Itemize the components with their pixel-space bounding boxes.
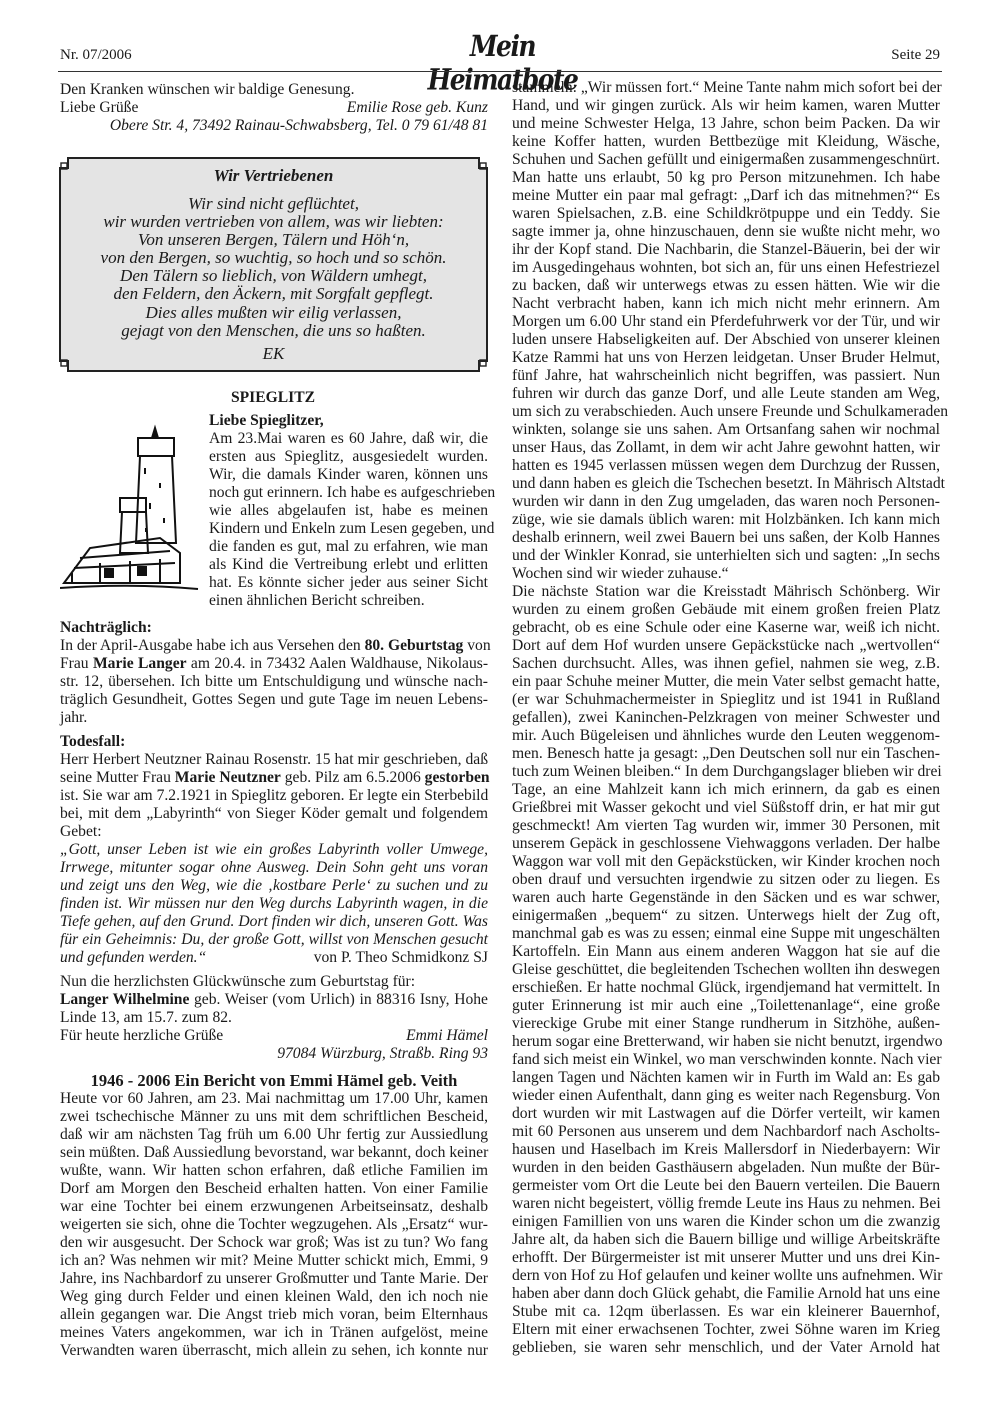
text-line: Weg ging durch Felder und einen kleinen Wald, den ich noch nie xyxy=(60,1288,488,1305)
text-line: zu backen, daß wir unterwegs etwas zu essen hätten. Wie wir die xyxy=(512,277,940,294)
text-line: im Ausgedingehaus wohnten, bot sich an, für uns einen Hefestriezel xyxy=(512,259,940,276)
text-line: ein paar Schuhe meiner Mutter, die mein Vater selbst gemacht hatte, xyxy=(512,673,940,690)
text-line: zwei tschechische Männer zu uns mit dem schriftlichen Bescheid, xyxy=(60,1108,488,1125)
text-line: Katze Rammi hat uns von Herzen leidgetan. Unser Bruder Helmut, xyxy=(512,349,940,366)
poem-line: wir wurden vertrieben von allem, was wir liebten: xyxy=(103,212,444,232)
text-line xyxy=(60,991,488,1009)
text-line: wie alles abgelaufen ist, habe es meinen xyxy=(209,502,488,519)
text-line: fuhren wir durch das ganze Dorf, und alle Leute standen am Weg, xyxy=(512,385,940,402)
intro-greeting: Liebe Grüße xyxy=(60,99,139,116)
spieglitz-section xyxy=(209,412,496,610)
text-segment: Frau xyxy=(60,655,93,672)
page-number: Seite 29 xyxy=(891,47,940,63)
text-line: wurden wir dann in den Zug umgeladen, das waren noch Personen- xyxy=(512,493,940,510)
text-line: geschmeckt! Am vierten Tag wurden wir, immer 30 Personen, mit xyxy=(512,817,940,834)
text-line: wurden in den beiden Gasthäusern abgeladen. Nun mußte der Bür- xyxy=(512,1159,940,1176)
bold-text: Langer Wilhelmine xyxy=(60,991,190,1008)
text-line: mir. Auch Bügeleisen und ähnliches wurde den Leuten weggenom- xyxy=(512,727,940,744)
text-line: haben aber dann doch Glück gehabt, die Familie Arnold hat uns eine xyxy=(512,1285,940,1302)
text-line: tuch zum Weinen bleiben.“ In dem Durchgangslager blieben wir drei xyxy=(512,763,942,780)
text-line: meine Mutter ein paar mal gefragt: „Darf ich das mitnehmen?“ Es xyxy=(512,187,940,204)
text-line: träglich Gesundheit, Gottes Segen und gute Tage im neuen Lebens- xyxy=(60,691,488,708)
text-line: sein müßten. Daß Aussiedlung bevorstand, war bekannt, doch keiner xyxy=(60,1144,489,1161)
text-line: deshalb erinnern, weil zwei Bauern bei uns saßen, der Kolb Hannes xyxy=(512,529,940,546)
text-line: dort wurden wir mit Lastwagen auf die Dörfer verteilt, wir kamen xyxy=(512,1105,940,1122)
text-segment: geb. Weiser (vom Urlich) in 88316 Isny, Hohe xyxy=(189,991,488,1008)
text-line: Wir, die damals Kinder waren, können uns xyxy=(209,466,488,483)
poem-line: Wir sind nicht geflüchtet, xyxy=(188,194,359,213)
text-line: geblieben, sie waren sehr menschlich, und der Vater Arnold hat xyxy=(512,1339,940,1356)
text-line: gebracht, ob es eine Schule oder eine Kaserne war, weiß ich nicht. xyxy=(512,619,940,636)
text-line: noch gut erinnern. Ich habe es aufgeschrieben xyxy=(209,484,496,501)
text-line: Verwandten waren überrascht, mich allein zu sehen, ich konnte nur xyxy=(60,1342,488,1359)
intro-line: Den Kranken wünschen wir baldige Genesung. xyxy=(60,81,355,98)
text-line: züge, wie sie damals üblich waren: mit Holzbänken. Ich kann mich xyxy=(512,511,940,528)
spieglitz-text xyxy=(209,430,496,610)
text-line: winkten, solange sie uns sahen. Am Ortsanfang sahen wir nochmal xyxy=(512,421,940,438)
text-line: herum sogar eine Bretterwand, wir haben sie nicht benutzt, irgendwo xyxy=(512,1033,943,1050)
todesfall-section xyxy=(60,733,488,967)
bold-text: Marie Neutzner xyxy=(174,769,281,786)
poem-line: gejagt von den Menschen, die uns so haßten. xyxy=(121,320,426,340)
poem-line: Den Tälern so lieblich, von Wäldern umhegt, xyxy=(120,266,427,286)
poem-line: Von unseren Bergen, Tälern und Höh‘n, xyxy=(137,230,410,250)
text-line: Waggon war voll mit den Gepäckstücken, wir Kinder krochen noch xyxy=(512,853,940,870)
text-line: Kindern und Enkeln zum Lesen gegeben, und xyxy=(209,520,495,537)
text-line: und meine Schwester Helga, 13 Jahre, schon beim Packen. Da wir xyxy=(512,115,940,132)
text-line: guter Erinnerung ist mir auch eine „Toilettenanlage“, eine große xyxy=(512,997,940,1014)
text-line xyxy=(60,655,488,673)
text-line: men. Benesch hatte ja gesagt: „Den Deutschen soll nur ein Taschen- xyxy=(512,745,940,762)
text-line: einigen Famillien von uns waren die Kinder schon um die zwanzig xyxy=(512,1213,940,1230)
text-line: Schuhen und Sachen gefüllt und einigermaßen zusammengeschnürt. xyxy=(512,151,940,168)
todesfall-text xyxy=(60,751,488,949)
text-line: oben drauf und versuchten irgendwie zu sitzen oder zu liegen. Es xyxy=(512,871,940,888)
text-line xyxy=(60,769,488,787)
text-line: und der Winkler Konrad, sie unterhielten sich und sagten: „In sechs xyxy=(512,547,940,564)
poem-line: von den Bergen, so wuchtig, so hoch und so schön. xyxy=(100,248,447,268)
nachtraeglich-heading: Nachträglich: xyxy=(60,619,152,636)
text-line: waren nicht begeistert, völlig fremde Leute ins Haus zu nehmen. Bei xyxy=(512,1195,941,1212)
text-line: Nun die herzlichsten Glückwünsche zum Geburtstag für: xyxy=(60,973,416,990)
text-line: einigermaßen „bequem“ zu sitzen. Unterwegs hielt der Zug oft, xyxy=(512,907,940,924)
text-segment: geb. Pilz am 6.5.2006 xyxy=(280,769,425,786)
text-line: mit 60 Personen aus unserem und dem Nachbardorf nach Ascholts- xyxy=(512,1123,940,1140)
text-line: hat. Es könnte sicher jeder aus seiner Sicht xyxy=(209,574,488,591)
spieglitz-heading: SPIEGLITZ xyxy=(230,389,316,406)
text-line: Gleise geschüttet, die begleitenden Tschechen wollten ihn deswegen xyxy=(512,961,940,978)
text-line: wußte, wann. Wir hatten schon erfahren, daß etliche Familien im xyxy=(60,1162,488,1179)
text-line: bei, mit dem „Labyrinth“ von Sieger Köder gemalt und folgendem xyxy=(60,805,488,822)
text-line: gefallen), zwei Kaninchen-Pelzkragen von meiner Schwester und xyxy=(512,709,940,726)
text-line: viereckige Grube mit einer Stange rundherum in Sitzhöhe, außen- xyxy=(512,1015,940,1032)
text-line: str. 12, übersehen. Ich bitte um Entschuldigung und wünsche nach- xyxy=(60,673,488,690)
text-line: luden unsere Habseligkeiten auf. Der Abschied von unserer kleinen xyxy=(512,331,940,348)
text-line: als Kind die Vertreibung erlebt und erlitten xyxy=(209,556,488,573)
text-line: unserem Gepäck in geschlossene Viehwaggons verladen. Der halbe xyxy=(512,835,940,852)
text-line: Jahre alt, da haben sich die Bauern billige und willige Arbeitskräfte xyxy=(512,1231,940,1248)
text-line: „Gott, unser Leben ist wie ein großes Labyrinth voller Umwege, xyxy=(60,841,488,858)
text-line: Tiefe gehen, auf den Grund. Dort finden wir dich, unseren Gott. Was xyxy=(60,913,488,930)
text-line: Morgen um 6.00 Uhr stand ein Pferdefuhrwerk vor der Tür, und wir xyxy=(512,313,940,330)
todesfall-heading: Todesfall: xyxy=(60,733,126,750)
text-line: Jahre, ins Nachbardorf zu unserer Großmutter und Tante Marie. Der xyxy=(60,1270,488,1287)
text-line: wurden zu einem großen Gebäude mit einem großen freien Platz xyxy=(512,601,940,618)
text-line: weigerten sie sich, ohne die Tochter wegzugehen. Als „Ersatz“ wur- xyxy=(60,1216,488,1233)
intro-address: Obere Str. 4, 73492 Rainau-Schwabsberg, Tel. 0 79 61/48 81 xyxy=(109,117,488,134)
tower-illustration xyxy=(60,423,200,595)
text-line: Dorf am Morgen den Bescheid erhalten hatten. Von einer Familie xyxy=(60,1180,488,1197)
text-line: Die nächste Station war die Kreisstadt Mährisch Schönberg. Wir xyxy=(512,583,940,600)
text-line: Eltern mit einer erwachsenen Tochter, zwei Söhne waren im Krieg xyxy=(512,1321,940,1338)
text-line: Heute vor 60 Jahren, am 23. Mai nachmittag um 17.00 Uhr, kamen xyxy=(60,1090,488,1107)
poem-line: den Feldern, den Äckern, mit Sorgfalt gepflegt. xyxy=(113,284,434,304)
intro-section xyxy=(60,81,488,135)
poem-lines xyxy=(58,195,489,340)
birthday-signature-row xyxy=(60,1027,488,1045)
text-line: allein gegangen war. Die Angst trieb mich voran, beim Elternhaus xyxy=(60,1306,488,1323)
intro-signature-row xyxy=(60,99,488,117)
quote-end: und gefunden werden.“ xyxy=(60,949,207,966)
intro-signature: Emilie Rose geb. Kunz xyxy=(346,99,488,116)
text-line: fünf Jahre, hat wahrscheinlich nicht begriffen, was passiert. Nun xyxy=(512,367,940,384)
birthday-text xyxy=(60,973,488,1027)
poem-title: Wir Vertriebenen xyxy=(213,166,334,185)
text-line: Hand, und wir gingen zurück. Als wir heim kamen, waren Mutter xyxy=(512,97,940,114)
text-line: den wir ausgesucht. Der Schock war groß; Was ist zu tun? Wo fang xyxy=(60,1234,488,1251)
birthday-greeting: Für heute herzliche Grüße xyxy=(60,1027,224,1044)
text-line: um sich zu verabschieden. Auch unsere Freunde und Schulkameraden xyxy=(512,403,949,420)
tower-icon xyxy=(60,423,200,595)
report-heading: 1946 - 2006 Ein Bericht von Emmi Hämel geb. Veith xyxy=(90,1071,458,1090)
bold-text: gestorben xyxy=(424,769,490,786)
text-line: Nacht verbracht haben, kann ich mich nicht mehr erinnern. Am xyxy=(512,295,940,312)
text-line: Gebet: xyxy=(60,823,102,840)
text-line: daß wir am nächsten Tag früh um 6.00 Uhr fertig zur Aussiedlung xyxy=(60,1126,488,1143)
text-line: für ein Geheimnis: Du, der große Gott, willst von Menschen gesucht xyxy=(60,931,488,948)
text-line: Irrwege, mitunter sogar ohne Ausweg. Dein Sohn geht uns voran xyxy=(60,859,488,876)
text-line: Herr Herbert Neutzner Rainau Rosenstr. 15 hat mir geschrieben, daß xyxy=(60,751,488,768)
text-line: unser Haus, das Zollamt, in dem wir acht Jahre gewohnt hatten, wir xyxy=(512,439,940,456)
text-line: keine Koffer hatten, wurden Bettbezüge mit Kleidung, Wäsche, xyxy=(512,133,940,150)
birthday-signature: Emmi Hämel xyxy=(406,1027,488,1044)
text-line: sagte immer ja, ohne hinzuschauen, denn sie wußte nicht mehr, wo xyxy=(512,223,940,240)
text-line: dern von Hof zu Hof gelaufen und keiner wollte uns aufnehmen. Wir xyxy=(512,1267,943,1284)
quote-source: von P. Theo Schmidkonz SJ xyxy=(313,949,488,966)
nachtraeglich-text xyxy=(60,637,491,727)
text-line: manchmal gab es was zu essen; einmal eine Suppe mit ungeschälten xyxy=(512,925,940,942)
text-line: waren Spielsachen, z.B. eine Schildkrötpuppe und ein Teddy. Sie xyxy=(512,205,940,222)
text-line: Man hatte uns erlaubt, 50 kg pro Person mitzunehmen. Ich habe xyxy=(512,169,940,186)
report-right-column xyxy=(512,79,949,1357)
text-line: finden ist. Wir müssen nur den Weg durchs Labyrinth wagen, in die xyxy=(60,895,488,912)
nachtraeglich-section xyxy=(60,619,491,727)
text-line: Dort auf dem Hof wurden unsere Gepäckstücke nach „wertvollen“ xyxy=(512,637,940,654)
report-left-column xyxy=(60,1090,488,1360)
text-line: Kartoffeln. Ein Mann aus einem anderen Waggon hat sie auf die xyxy=(512,943,940,960)
text-line: ersten aus Spieglitz, ausgesiedelt wurden. xyxy=(209,448,488,465)
text-line: (er war Schuhmachermeister in Spieglitz und ist 1941 in Rußland xyxy=(512,691,940,708)
quote-end-row xyxy=(60,949,488,967)
masthead-logo: Mein Heimatbote xyxy=(427,29,578,97)
birthday-section xyxy=(60,973,488,1063)
text-line: meines Vaters angekommen, war ich in Tränen aufgelöst, meine xyxy=(60,1324,488,1341)
text-line xyxy=(60,637,491,655)
text-line: Linde 13, am 15.7. zum 82. xyxy=(60,1009,232,1026)
text-line: war eine Tochter bei einem erzwungenen Arbeitseinsatz, deshalb xyxy=(60,1198,488,1215)
text-line: erhofft. Der Bürgermeister ist mit unserer Mutter und uns drei Kin- xyxy=(512,1249,940,1266)
text-line: hausen und Haselbach im Kreis Mallersdorf in Niederbayern: Wir xyxy=(512,1141,940,1158)
text-line: jahr. xyxy=(60,709,88,726)
poem-line: Dies alles mußten wir eilig verlassen, xyxy=(145,302,402,322)
text-line: und dann haben es gleich die Tschechen besetzt. In Mährisch Altstadt xyxy=(512,475,945,492)
text-line: ist. Sie war am 7.2.1921 in Spieglitz geboren. Er legte ein Sterbebild xyxy=(60,787,489,804)
spieglitz-salutation: Liebe Spieglitzer, xyxy=(209,412,324,429)
text-segment: In der April-Ausgabe habe ich aus Versehen den xyxy=(60,637,365,654)
text-line: waren auch harte Gegenstände in den Säcken und es war schwer, xyxy=(512,889,940,906)
text-line: und zeigt uns den Weg, wie die ‚kostbare Perle‘ zu suchen und zu xyxy=(60,877,488,894)
text-line: stammeln: „Wir müssen fort.“ Meine Tante nahm mich sofort bei der xyxy=(512,79,942,96)
poem-author: EK xyxy=(262,344,285,363)
text-line: langen Tagen und Nächten kamen wir in Furth im Wald an: Es gab xyxy=(512,1069,940,1086)
text-line: hatten es 1945 verlassen müssen wegen dem Durchzug der Russen, xyxy=(512,457,940,474)
text-line: Tage, an eine Mahlzeit kann ich mich erinnern, da gab es einen xyxy=(512,781,940,798)
birthday-address: 97084 Würzburg, Straßb. Ring 93 xyxy=(277,1045,488,1062)
bold-text: 80. Geburtstag xyxy=(364,637,464,654)
text-segment: seine Mutter Frau xyxy=(60,769,175,786)
header-rule xyxy=(58,71,942,72)
text-line: germeister vom Ort die Leute bei den Bauern verteilen. Die Bauern xyxy=(512,1177,940,1194)
text-line: Stube mit ca. 12qm überlassen. Es war ein kleinerer Bauernhof, xyxy=(512,1303,940,1320)
text-line: ihr der Kopf stand. Die Nachbarin, die Stanzel-Bäuerin, bei der wir xyxy=(512,241,940,258)
poem-box xyxy=(58,156,489,373)
text-line: wieder einen Aufenthalt, dann ging es weiter nach Regensburg. Von xyxy=(512,1087,940,1104)
issue-number: Nr. 07/2006 xyxy=(60,47,132,63)
text-line: fand sich meist ein Winkel, wo man verschwinden konnte. Nach vier xyxy=(512,1051,942,1068)
text-line: Wochen sind wir wieder zuhause.“ xyxy=(512,565,729,582)
text-line: die fanden es gut, mal zu erfahren, wie man xyxy=(209,538,488,555)
text-line: Am 23.Mai waren es 60 Jahre, daß wir, die xyxy=(209,430,488,447)
text-segment: von xyxy=(463,637,491,654)
text-line: ich an? Was nehmen wir mit? Meine Mutter schickt mich, Emmi, 9 xyxy=(60,1252,488,1269)
text-segment: am 20.4. in 73432 Aalen Waldhause, Nikolaus- xyxy=(186,655,489,672)
text-line: Sachen durchsucht. Alles, was ihnen gefiel, nahmen sie weg, z.B. xyxy=(512,655,940,672)
text-line: einen ähnlichen Bericht schreiben. xyxy=(209,592,425,609)
bold-text: Marie Langer xyxy=(92,655,187,672)
text-line: erschießen. Er hatte nochmal Glück, irgendjemand hat vermittelt. In xyxy=(512,979,940,996)
text-line: Grießbrei mit Wasser gekocht und viel Süßstoff drin, er hat mir gut xyxy=(512,799,940,816)
